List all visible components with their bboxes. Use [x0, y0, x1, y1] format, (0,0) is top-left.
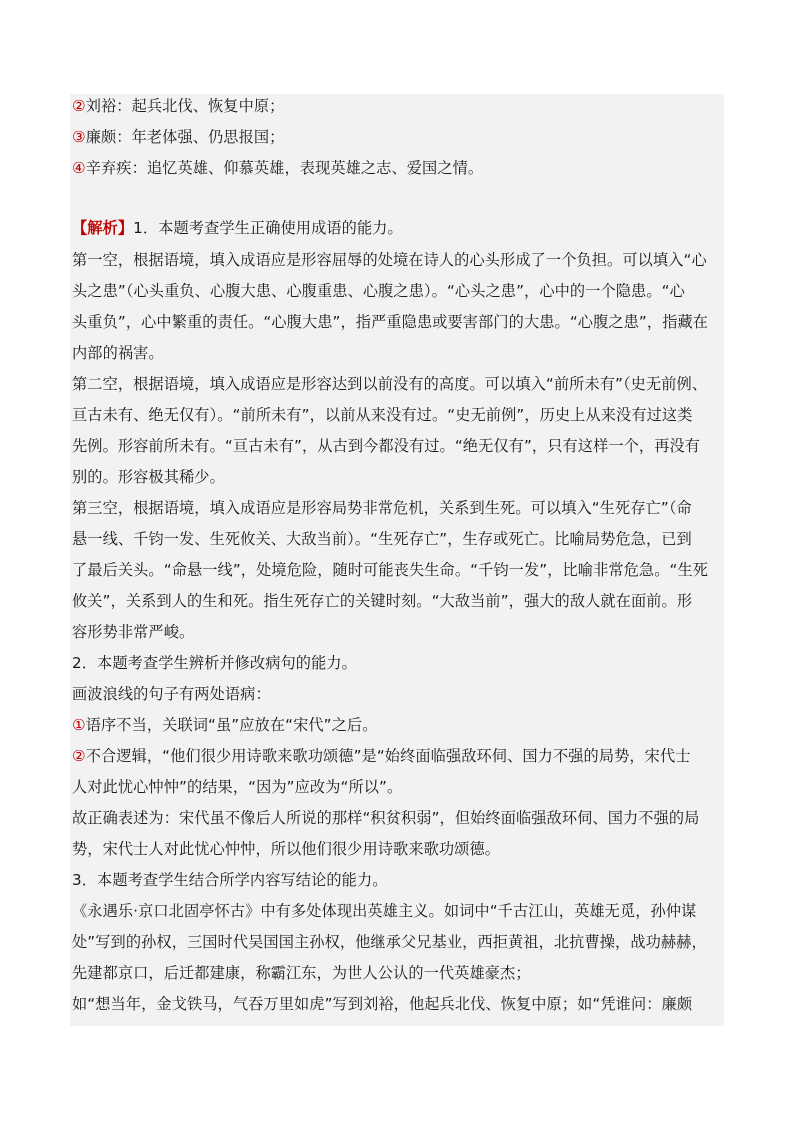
paragraph-line: 如“想当年，金戈铁马，气吞万里如虎”写到刘裕，他起兵北伐、恢复中原；如“凭谁问：廉颇 [72, 995, 693, 1013]
paragraph-line: 第三空，根据语境，填入成语应是形容局势非常危机，关系到生死。可以填入“生死存亡”（命 [72, 499, 692, 517]
item-number: ③ [72, 128, 86, 146]
q1-heading: 1．本题考查学生正确使用成语的能力。 [133, 219, 403, 237]
paragraph-line: 头之患”（心头重负、心腹大患、心腹重患、心腹之患）。“心头之患”，心中的一个隐患。“心 [72, 282, 685, 300]
paragraph-line: 内部的祸害。 [72, 344, 164, 362]
item-number: ② [72, 747, 86, 765]
analysis-heading [72, 218, 724, 238]
paragraph-line: 先建都京口，后迁都建康，称霸江东，为世人公认的一代英雄豪杰； [72, 964, 531, 982]
answer-item [72, 96, 724, 116]
item-text: 语序不当，关联词“虽”应放在“宋代”之后。 [85, 716, 378, 734]
item-number: ① [72, 716, 86, 734]
item-text: 辛弃疾：追忆英雄、仰慕英雄，表现英雄之志、爱国之情。 [85, 159, 484, 177]
q2-heading: 2．本题考查学生辨析并修改病句的能力。 [72, 654, 357, 672]
item-text: 廉颇：年老体强、仍思报国； [85, 128, 285, 146]
answer-item [72, 158, 724, 178]
q2-item [72, 746, 724, 766]
q2-item [72, 715, 724, 735]
paragraph-line: 了最后关头。“命悬一线”，处境危险，随时可能丧失生命。“千钧一发”，比喻非常危急。“生死 [72, 561, 709, 579]
paragraph-line: 悬一线、千钧一发、生死攸关、大敌当前）。“生死存亡”，生存或死亡。比喻局势危急，已到 [72, 530, 692, 548]
paragraph-line: 亘古未有、绝无仅有）。“前所未有”，以前从来没有过。“史无前例”，历史上从来没有过这类 [72, 406, 693, 424]
paragraph-line: 头重负”，心中繁重的责任。“心腹大患”，指严重隐患或要害部门的大患。“心腹之患”，指藏在 [72, 313, 709, 331]
paragraph-line: 处”写到的孙权，三国时代吴国国主孙权，他继承父兄基业，西拒黄祖，北抗曹操，战功赫赫， [72, 933, 707, 951]
q2-intro: 画波浪线的句子有两处语病： [72, 685, 271, 703]
paragraph-line: 第一空，根据语境，填入成语应是形容屈辱的处境在诗人的心头形成了一个负担。可以填入“心 [72, 251, 707, 269]
paragraph-line: 先例。形容前所未有。“亘古未有”，从古到今都没有过。“绝无仅有”，只有这样一个，再没有 [72, 437, 701, 455]
q3-heading: 3．本题考查学生结合所学内容写结论的能力。 [72, 871, 388, 889]
analysis-label: 【解析】 [72, 219, 134, 237]
item-number: ④ [72, 159, 86, 177]
item-text: 不合逻辑，“他们很少用诗歌来歌功颂德”是“始终面临强敌环伺、国力不强的局势，宋代士 [85, 747, 691, 765]
paragraph-line: 人对此忧心忡忡”的结果，“因为”应改为“所以”。 [72, 778, 403, 796]
paragraph-line: 《永遇乐·京口北固亭怀古》中有多处体现出英雄主义。如词中“千古江山，英雄无觅，孙仲谋 [72, 902, 697, 920]
paragraph-line: 第二空，根据语境，填入成语应是形容达到以前没有的高度。可以填入“前所未有”（史无前例、 [72, 375, 708, 393]
item-text: 刘裕：起兵北伐、恢复中原； [85, 97, 285, 115]
paragraph-line: 故正确表述为：宋代虽不像后人所说的那样“积贫积弱”，但始终面临强敌环伺、国力不强的局 [72, 809, 700, 827]
paragraph-line: 攸关”，关系到人的生和死。指生死存亡的关键时刻。“大敌当前”，强大的敌人就在面前。形 [72, 592, 693, 610]
paragraph-line: 容形势非常严峻。 [72, 623, 195, 641]
answer-item [72, 127, 724, 147]
paragraph-line: 势，宋代士人对此忧心忡忡，所以他们很少用诗歌来歌功颂德。 [72, 840, 501, 858]
item-number: ② [72, 97, 86, 115]
paragraph-line: 别的。形容极其稀少。 [72, 468, 225, 486]
